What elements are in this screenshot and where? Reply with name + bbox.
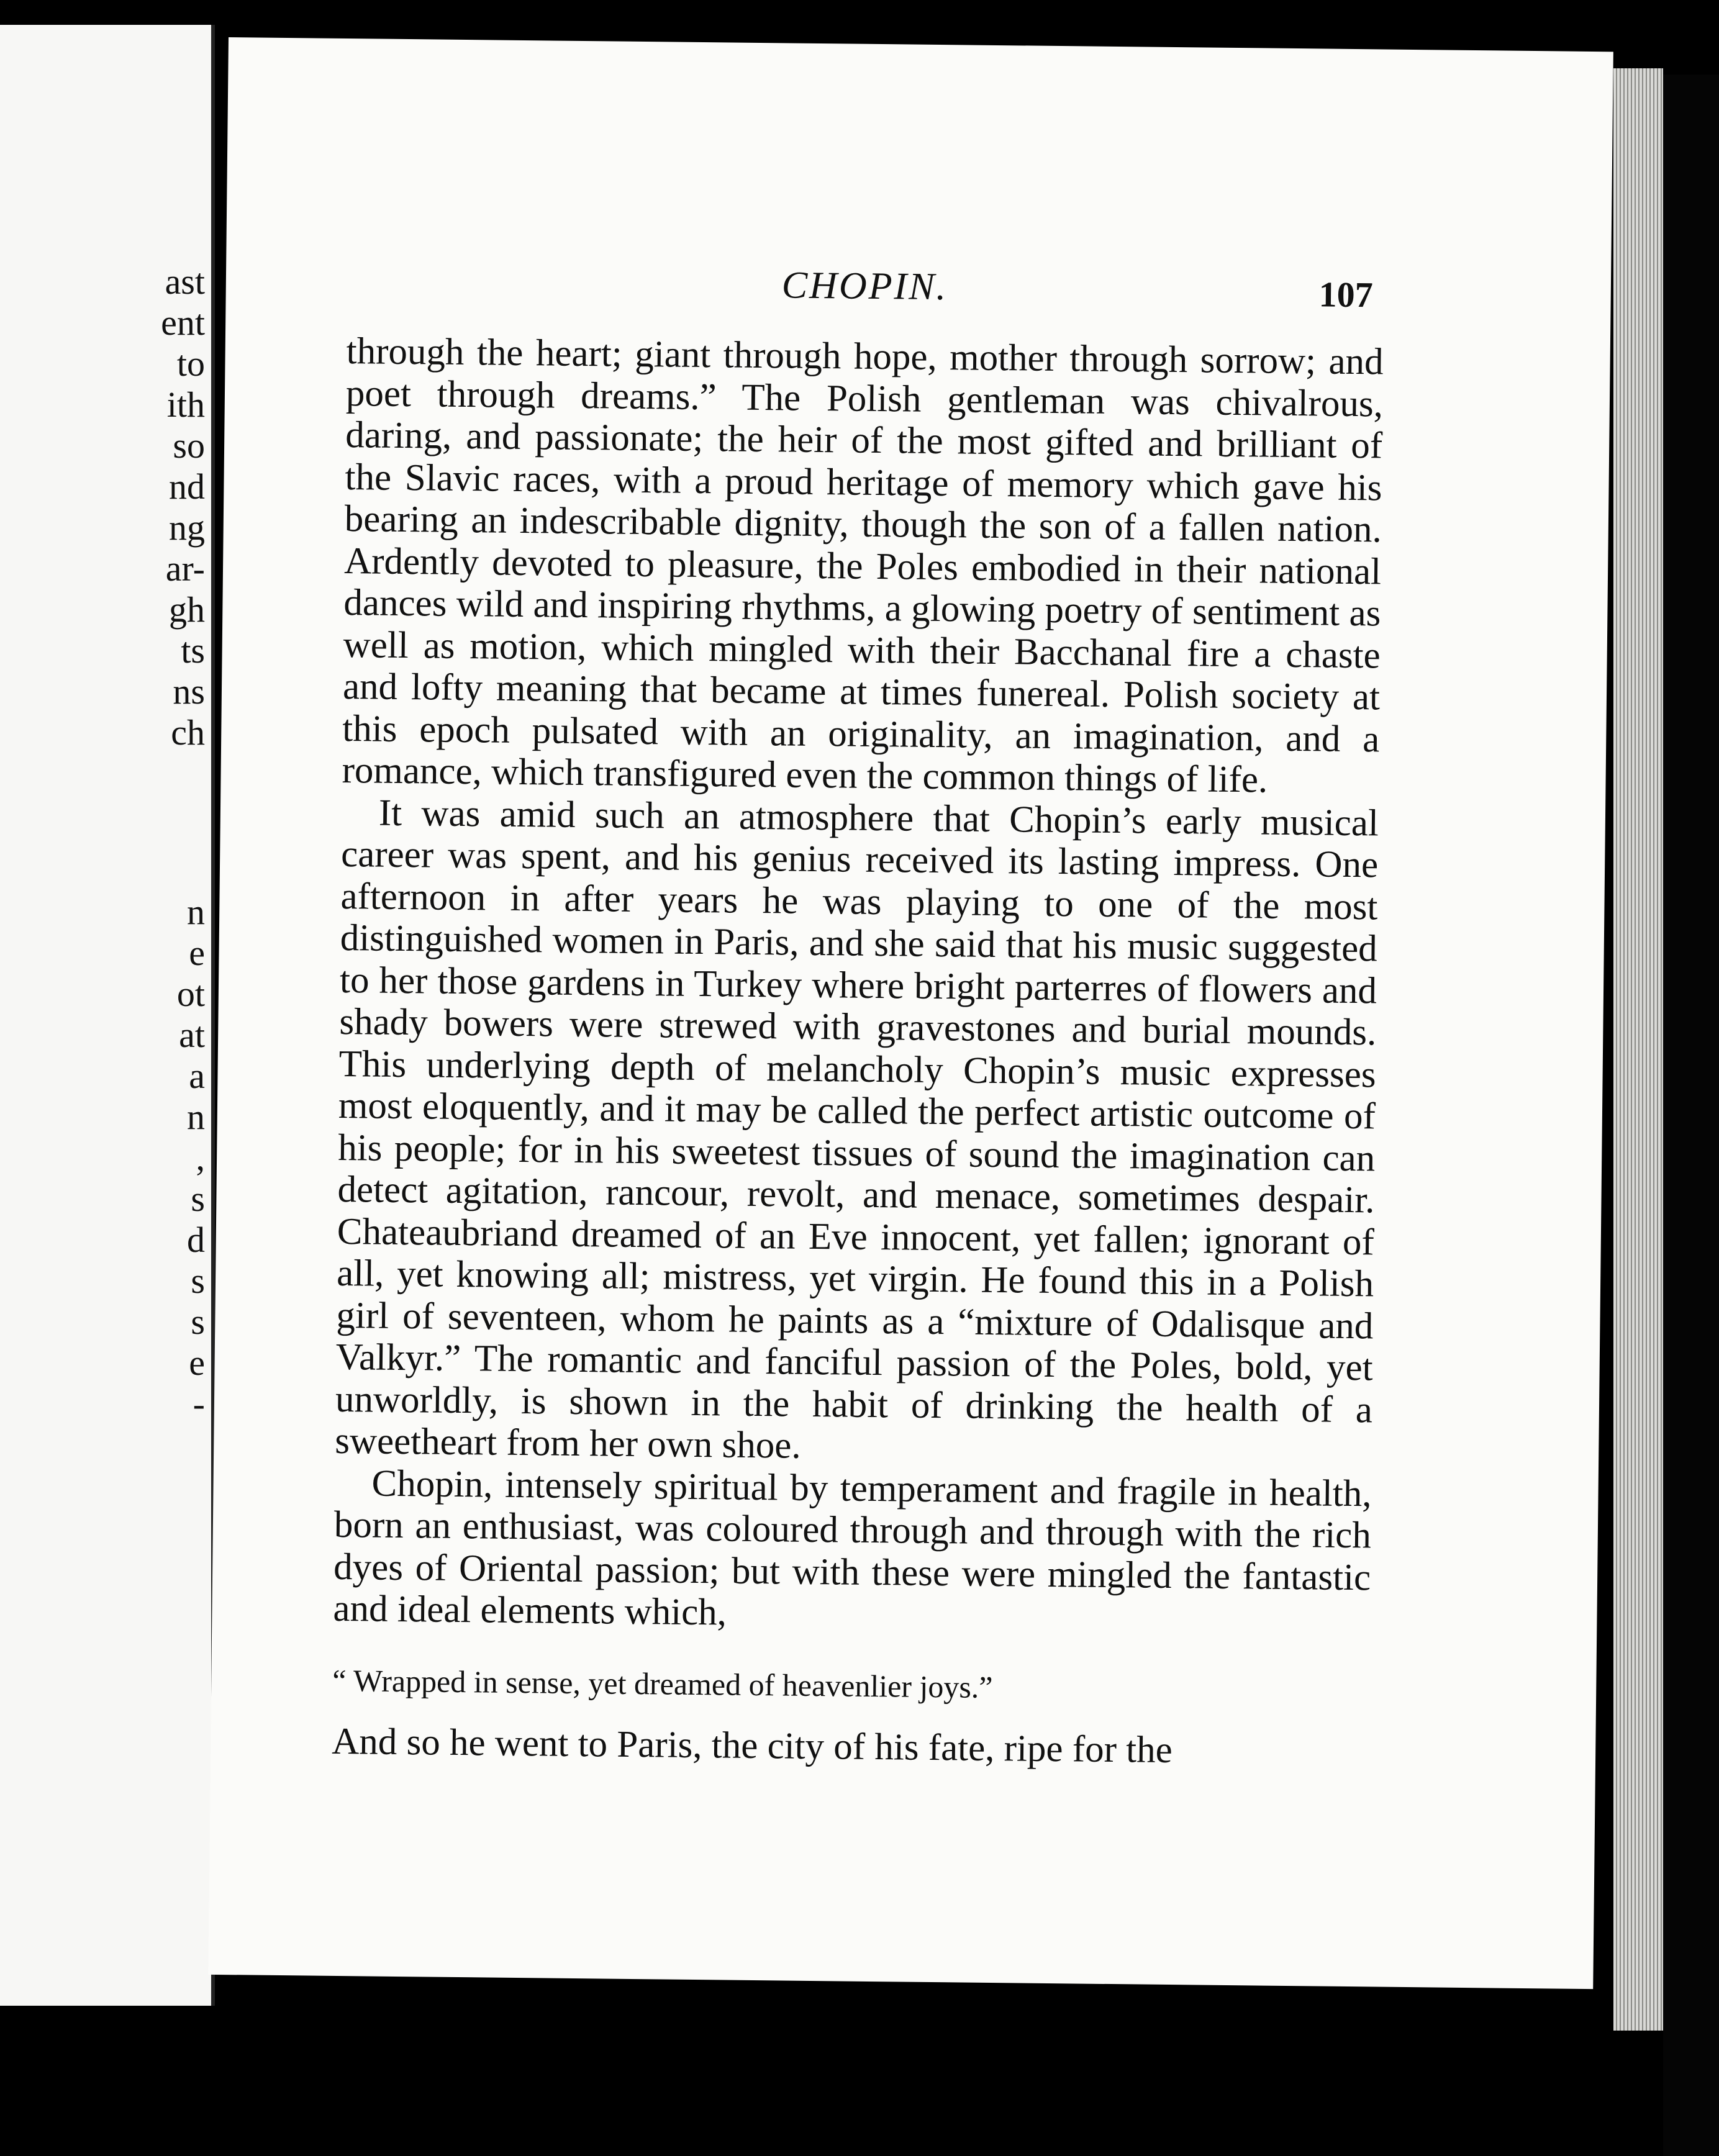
previous-page-line-fragment: nd <box>169 466 205 507</box>
previous-page-line-fragment: ch <box>171 712 205 753</box>
previous-page-line-fragment: gh <box>169 589 205 630</box>
page-number: 107 <box>1318 274 1374 315</box>
previous-page-line-fragment: ot <box>176 974 205 1014</box>
previous-page-line-fragment: to <box>176 343 205 384</box>
previous-page-line-fragment: ith <box>166 384 205 425</box>
paragraph: It was amid such an atmosphere that Chopin’s early musical career was spent, and his genius received its lasting impress. One afternoon in after years he was playing to one of the most distinguished women in Paris, and she said that his music suggested to her those gardens in Turkey where bright parterres of flowers and shady bowers were strewed with gravestones and burial mounds. This underlying depth of melancholy Chopin’s music expresses most eloquently, and it may be called the perfect artistic outcome of his people; for in his sweetest tissues of sound the imagination can detect agitation, rancour, revolt, and menace, sometimes despair. Chateaubriand dreamed of an Eve innocent, yet fallen; ignorant of all, yet knowing all; mistress, yet virgin. He found this in a Polish girl of seventeen, whom he paints as a “mixture of Odalisque and Valkyr.” The romantic and fanciful passion of the Poles, bold, yet unworldly, is shown in the habit of drinking the health of a sweetheart from her own shoe. <box>334 792 1379 1467</box>
previous-page-line-fragment: a <box>189 1056 205 1096</box>
previous-page-line-fragment: ar- <box>165 548 205 589</box>
running-head <box>225 251 1611 322</box>
previous-page <box>0 25 215 2006</box>
previous-page-line-fragment: s <box>191 1302 205 1342</box>
body-text <box>332 330 1384 1773</box>
previous-page-line-fragment: n <box>187 892 205 932</box>
previous-page-line-fragment: ns <box>173 671 205 712</box>
previous-page-line-fragment: e <box>189 1343 205 1383</box>
previous-page-line-fragment: e <box>189 933 205 973</box>
block-quote: “ Wrapped in sense, yet dreamed of heavenlier joys.” <box>332 1662 993 1705</box>
previous-page-line-fragment: - <box>193 1384 205 1424</box>
previous-page-line-fragment: d <box>187 1220 205 1260</box>
running-title: CHOPIN. <box>781 264 948 309</box>
book-page <box>208 37 1613 1989</box>
paragraph-continuation: And so he went to Paris, the city of his fate, ripe for the <box>331 1720 1173 1771</box>
previous-page-line-fragment: , <box>196 1138 205 1178</box>
previous-page-line-fragment: ent <box>161 302 205 343</box>
previous-page-line-fragment: at <box>179 1015 205 1055</box>
previous-page-line-fragment: ts <box>181 630 205 671</box>
previous-page-line-fragment: ng <box>169 507 205 548</box>
paragraph: Chopin, intensely spiritual by temperament and fragile in health, born an enthusiast, was coloured through and through with the rich dyes of Oriental passion; but with these were mingled the fantastic and ideal elements which, <box>333 1462 1372 1634</box>
previous-page-line-fragment: n <box>187 1097 205 1137</box>
previous-page-line-fragment: s <box>191 1261 205 1301</box>
previous-page-line-fragment: so <box>173 425 205 466</box>
page-edges <box>1613 68 1663 2031</box>
previous-page-line-fragment: ast <box>165 261 205 302</box>
paragraph: through the heart; giant through hope, mother through sorrow; and poet through dreams.” The Polish gentleman was chivalrous, daring, and passionate; the heir of the most gifted and brilliant of the Slavic races, with a proud heritage of memory which gave his bearing an indescribable dignity, though the son of a fallen nation. Ardently devoted to pleasure, the Poles embodied in their national dances wild and inspiring rhythms, a glowing poetry of sentiment as well as motion, which mingled with their Bacchanal fire a chaste and lofty meaning that became at times funereal. Polish society at this epoch pulsated with an originality, an imagination, and a romance, which transfigured even the common things of life. <box>342 330 1384 801</box>
book-cover-edge <box>1663 75 1719 2156</box>
previous-page-line-fragment: s <box>191 1179 205 1219</box>
